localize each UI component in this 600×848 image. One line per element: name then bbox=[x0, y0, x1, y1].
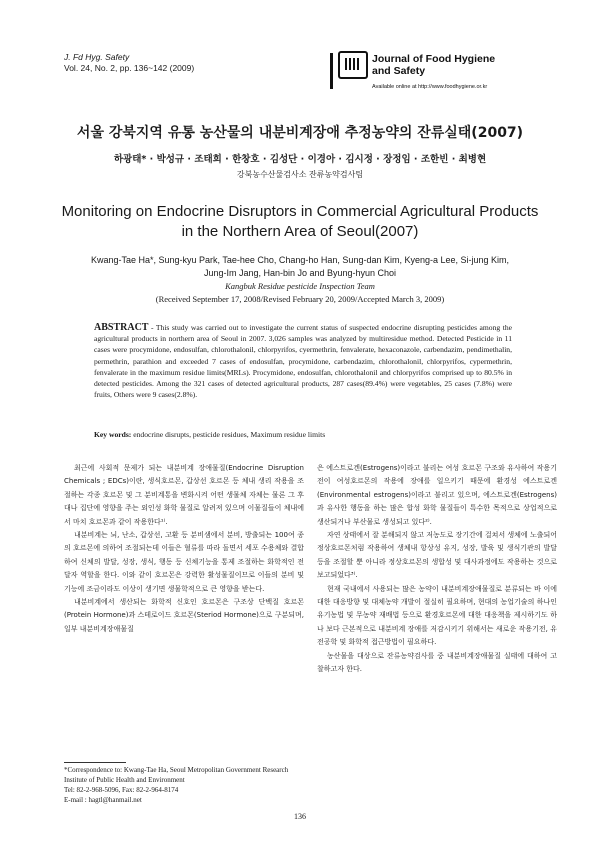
abstract-text: - This study was carried out to investigate the current status of suspected endocrine disrupting pesticides among the agricultural products in northern area of Seoul in 2007. 3,026 samples was analyzed by multiresidue method. Detected Pesticide in 11 cases were procymidone, endosulfan, chlorothalonil, chlorpyrifos, cyermethrin, fenvalerate, hexaconazole, carbendazim, pendimethalin, permethrin, parathion and exceeded 7 cases of endosulfan, procymidone, carbendazim, chlorothalonil, chlorpyrifos, cypermethrin, fenvalerate in the maximum residue limits(MRLs). Procymidone, endosulfan, chlorothalonil and chlorpyrifos comprised up to 80.5% in detected pesticides. Among the 321 cases of detected agricultural products, 287 cases(89.4%) were vegetables, 25 cases (7.8%) were fruits, Others were 9 cases(2.8%). bbox=[94, 323, 512, 400]
paragraph: 현재 국내에서 사용되는 많은 농약이 내분비계장애물질로 분류되는 바 이에 대한 대응방향 및 대체농약 개발이 절실히 필요하며, 현대의 농업기술의 하나인 유기농법 및 무농약 재배법 등으로 환경호르몬에 대한 대응책을 제시하기도 하나 보다 근본적으로 내분비계 장애를 저감시키기 위해서는 새로운 작용기전, 유전공학 및 화학적 접근방법이 필요하다. bbox=[317, 584, 557, 647]
paragraph: 은 에스트로겐(Estrogens)이라고 불리는 여성 호르몬 구조와 유사하여 작용기전이 여성호르몬의 작용에 장애를 일으키기 때문에 환경성 에스트로겐(Environmental estrogens)이라고 불리고 있으며, 에스트로겐(Estrogens)과 유사한 행동을 하는 많은 합성 화학 물질들이 특수한 목적으로 상업적으로 생산되거나 부산물로 생성되고 있다²⁾. bbox=[317, 464, 557, 526]
body-left-column bbox=[64, 462, 304, 636]
correspondence-footnote: *Correspondence to: Kwang-Tae Ha, Seoul Metropolitan Government Research Institute of Public Health and Environment Tel: 82-2-968-5096, Fax: 82-2-964-8174 E-mail : hagtl@hanmail.net bbox=[64, 766, 289, 804]
abstract-label: ABSTRACT bbox=[94, 322, 149, 333]
paragraph: 내분비계에서 생산되는 화학적 신호인 호르몬은 구조상 단백질 호르몬(Protein Hormone)과 스테로이드 호르몬(Steriod Hormone)으로 구분되며, 일부 내분비계장애물질 bbox=[64, 598, 304, 633]
paragraph: 농산물을 대상으로 잔류농약검사를 중 내분비계장애물질 실태에 대하여 고찰하고자 한다. bbox=[317, 651, 557, 674]
keywords bbox=[94, 430, 512, 439]
received-dates: (Received September 17, 2008/Revised February 20, 2009/Accepted March 3, 2009) bbox=[155, 294, 445, 304]
paragraph: 자연 상태에서 잘 분해되지 않고 저농도로 장기간에 걸쳐서 생체에 노출되어 정상호르몬처럼 작용하여 생체내 항상성 유지, 성장, 발육 및 생식기관의 발달 등을 조절할 뿐 아니라 정상호르몬의 생합성 및 대사과정에도 작용하는 것으로 보고되었다³⁾. bbox=[317, 531, 557, 580]
keywords-label: Key words: bbox=[94, 430, 132, 439]
journal-emblem-icon bbox=[338, 51, 368, 79]
journal-name: J. Fd Hyg. Safety bbox=[64, 52, 130, 62]
title-english: Monitoring on Endocrine Disruptors in Commercial Agricultural Products in the Northern Area of Seoul(2007) bbox=[61, 203, 539, 240]
logo-bar bbox=[330, 53, 333, 89]
title-korean: 서울 강북지역 유통 농산물의 내분비계장애 추정농약의 잔류실태(2007) bbox=[76, 125, 524, 141]
paragraph: 최근에 사회적 문제가 되는 내분비계 장애물질(Endocrine Disruption Chemicals ; EDCs)이란, 생식호르몬, 갑상선 호르몬 등 체내 생리 작용을 조절하는 각종 호르몬 및 그 분비계통을 변화시켜 어떤 생물체 자체는 물론 그 후대나 집단에 영향을 주는 외인성 화학 물질로 알려져 있으며 이물질들이 체내에서 마치 호르몬과 같이 작용한다¹⁾. bbox=[64, 464, 304, 526]
affiliation-korean: 강북농수산물검사소 잔류농약검사팀 bbox=[236, 170, 364, 179]
authors-korean: 하광태* · 박성규 · 조태희 · 한창호 · 김성단 · 이경아 · 김시정 · 장정임 · 조한빈 · 최병현 bbox=[113, 154, 487, 165]
logo-url: Available online at http://www.foodhygiene.or.kr bbox=[372, 84, 488, 90]
journal-citation bbox=[64, 52, 194, 74]
footnote-divider bbox=[64, 762, 126, 763]
page-number: 136 bbox=[294, 812, 306, 821]
affiliation-english: Kangbuk Residue pesticide Inspection Team bbox=[225, 281, 375, 291]
journal-volume: Vol. 24, No. 2, pp. 136~142 (2009) bbox=[64, 63, 195, 73]
keywords-text: endocrine disrupts, pesticide residues, Maximum residue limits bbox=[131, 430, 326, 439]
abstract bbox=[94, 322, 512, 400]
body-right-column bbox=[317, 462, 557, 677]
logo-title: Journal of Food Hygiene and Safety bbox=[372, 53, 496, 77]
paragraph: 내분비계는 뇌, 난소, 갑상선, 고환 등 분비샘에서 분비, 방출되는 100여 종의 호르몬에 의하여 조절되는데 이들은 혈류를 따라 돌면서 세포 수용체와 결합하여 신체의 발달, 성장, 생식, 행동 등 신체기능을 통제 조절하는 화학적인 전달자 역할을 한다. 이와 같이 호르몬은 강력한 활성물질이므로 이들의 분비 및 기능에 조금이라도 이상이 생기면 생물학적으로 큰 영향을 받는다. bbox=[64, 531, 304, 593]
authors-english: Kwang-Tae Ha*, Sung-kyu Park, Tae-hee Cho, Chang-ho Han, Sung-dan Kim, Kyeng-a Lee, Si-jung Kim, Jung-Im Jang, Han-bin Jo and Byung-hyun Choi bbox=[90, 255, 510, 278]
journal-logo bbox=[330, 47, 538, 97]
